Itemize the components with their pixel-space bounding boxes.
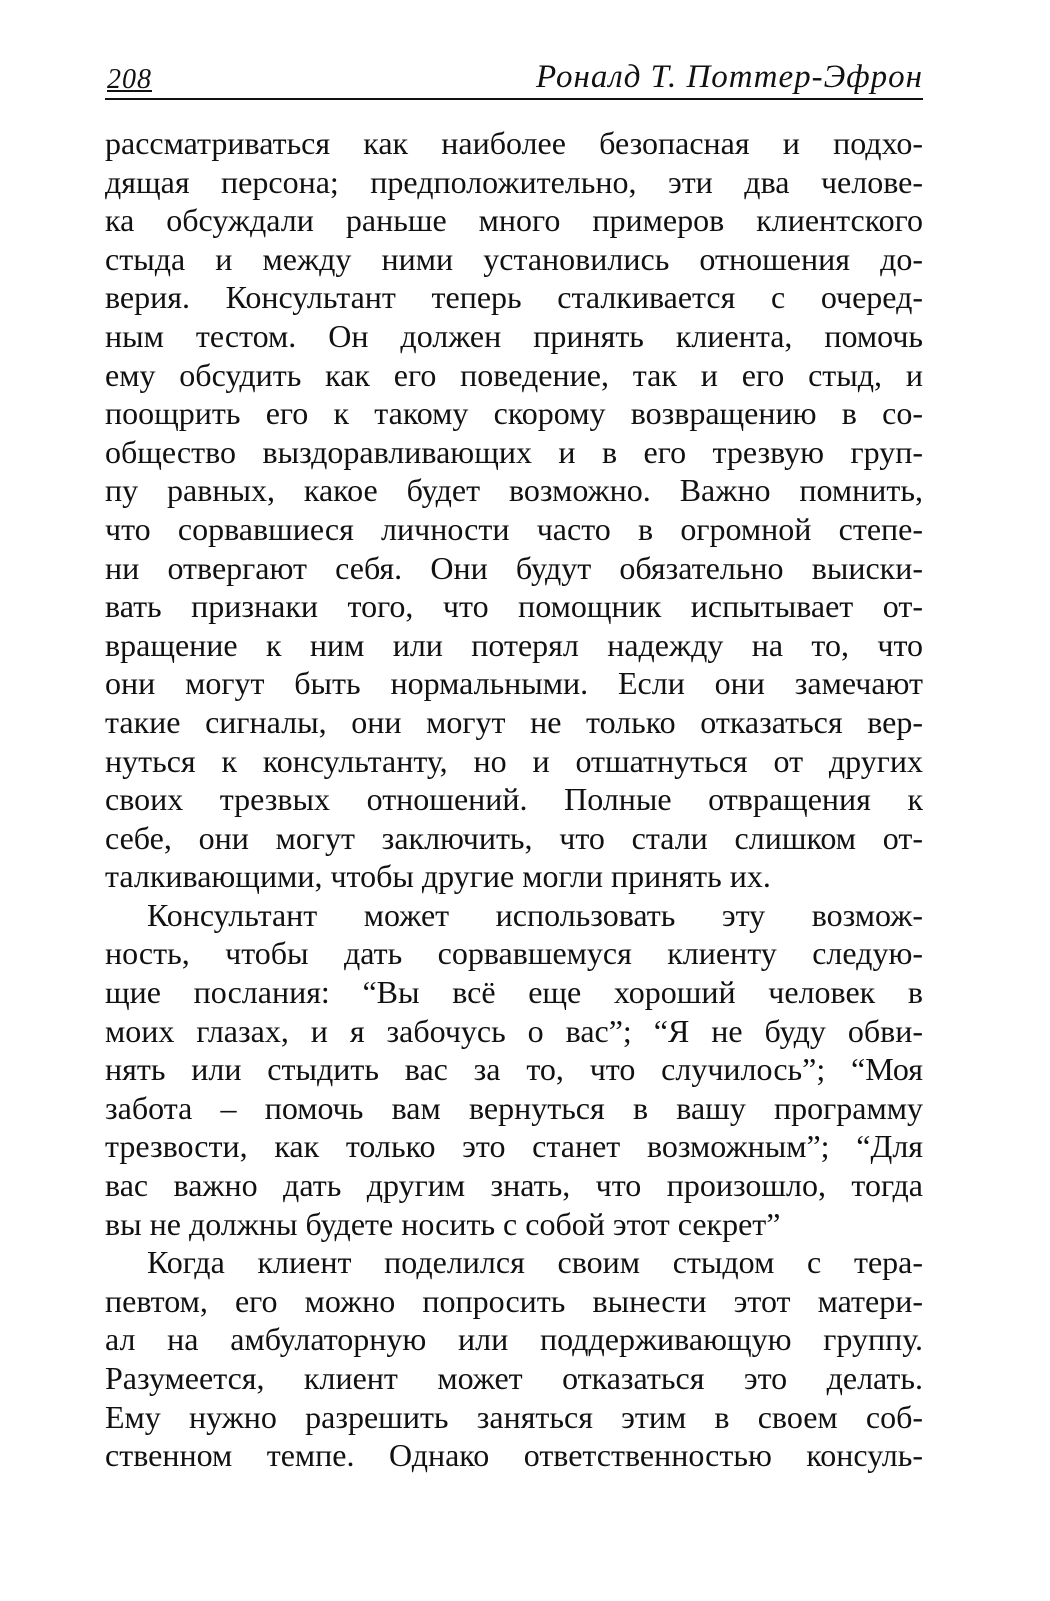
- text-line: ность, чтобы дать сорвавшемуся клиенту следую-: [105, 935, 923, 972]
- page-number: 208: [107, 64, 152, 95]
- text-line: своих трезвых отношений. Полные отвращения к: [105, 781, 923, 818]
- text-line: Консультант может использовать эту возмож-: [147, 896, 923, 933]
- text-line: стыда и между ними установились отношения до-: [105, 240, 923, 277]
- text-line: талкивающими, чтобы другие могли принять их.: [105, 858, 771, 895]
- text-line: ни отвергают себя. Они будут обязательно выиски-: [105, 549, 923, 586]
- text-line: трезвости, как только это станет возможным”; “Для: [105, 1128, 923, 1165]
- text-line: ему обсудить как его поведение, так и его стыд, и: [105, 356, 923, 393]
- text-line: вы не должны будете носить с собой этот секрет”: [105, 1205, 781, 1242]
- text-line: Ему нужно разрешить заняться этим в своем соб-: [105, 1398, 923, 1435]
- text-line: Разумеется, клиент может отказаться это делать.: [105, 1360, 923, 1396]
- text-line: вас важно дать другим знать, что произошло, тогда: [105, 1167, 923, 1204]
- text-line: верия. Консультант теперь сталкивается с очеред-: [105, 279, 923, 316]
- text-line: себе, они могут заключить, что стали слишком от-: [105, 819, 923, 856]
- text-line: Когда клиент поделился своим стыдом с тера-: [147, 1244, 923, 1281]
- text-line: такие сигналы, они могут не только отказаться вер-: [105, 703, 923, 740]
- text-line: нять или стыдить вас за то, что случилось”; “Моя: [105, 1051, 923, 1088]
- running-head-author: Роналд Т. Поттер-Эфрон: [536, 59, 923, 95]
- text-line: ным тестом. Он должен принять клиента, помочь: [105, 317, 923, 354]
- text-line: щие послания: “Вы всё еще хороший человек в: [105, 974, 923, 1011]
- text-line: дящая персона; предположительно, эти два челове-: [105, 163, 923, 200]
- text-line: ал на амбулаторную или поддерживающую группу.: [105, 1321, 923, 1358]
- text-line: ка обсуждали раньше много примеров клиентского: [105, 202, 923, 239]
- text-line: певтом, его можно попросить вынести этот матери-: [105, 1282, 923, 1319]
- text-line: они могут быть нормальными. Если они замечают: [105, 665, 923, 702]
- text-line: пу равных, какое будет возможно. Важно помнить,: [105, 472, 923, 509]
- text-line: общество выздоравливающих и в его трезвую груп-: [105, 433, 923, 470]
- paragraph-2: [105, 896, 923, 1243]
- running-head: [105, 50, 923, 100]
- text-line: рассматриваться как наиболее безопасная и подхо-: [105, 125, 923, 161]
- text-line: нуться к консультанту, но и отшатнуться от других: [105, 742, 923, 779]
- text-line: вать признаки того, что помощник испытывает от-: [105, 588, 923, 625]
- text-line: поощрить его к такому скорому возвращению в со-: [105, 395, 923, 432]
- book-page: [105, 50, 923, 1475]
- text-line: вращение к ним или потерял надежду на то, что: [105, 626, 923, 663]
- text-line: что сорвавшиеся личности часто в огромной степе-: [105, 510, 923, 547]
- text-line: забота – помочь вам вернуться в вашу программу: [105, 1089, 923, 1126]
- paragraph-1: [105, 124, 923, 896]
- body-text: [105, 124, 923, 1475]
- text-line: ственном темпе. Однако ответственностью консуль-: [105, 1437, 923, 1474]
- text-line: моих глазах, и я забочусь о вас”; “Я не буду обви-: [105, 1012, 923, 1049]
- paragraph-3: [105, 1243, 923, 1475]
